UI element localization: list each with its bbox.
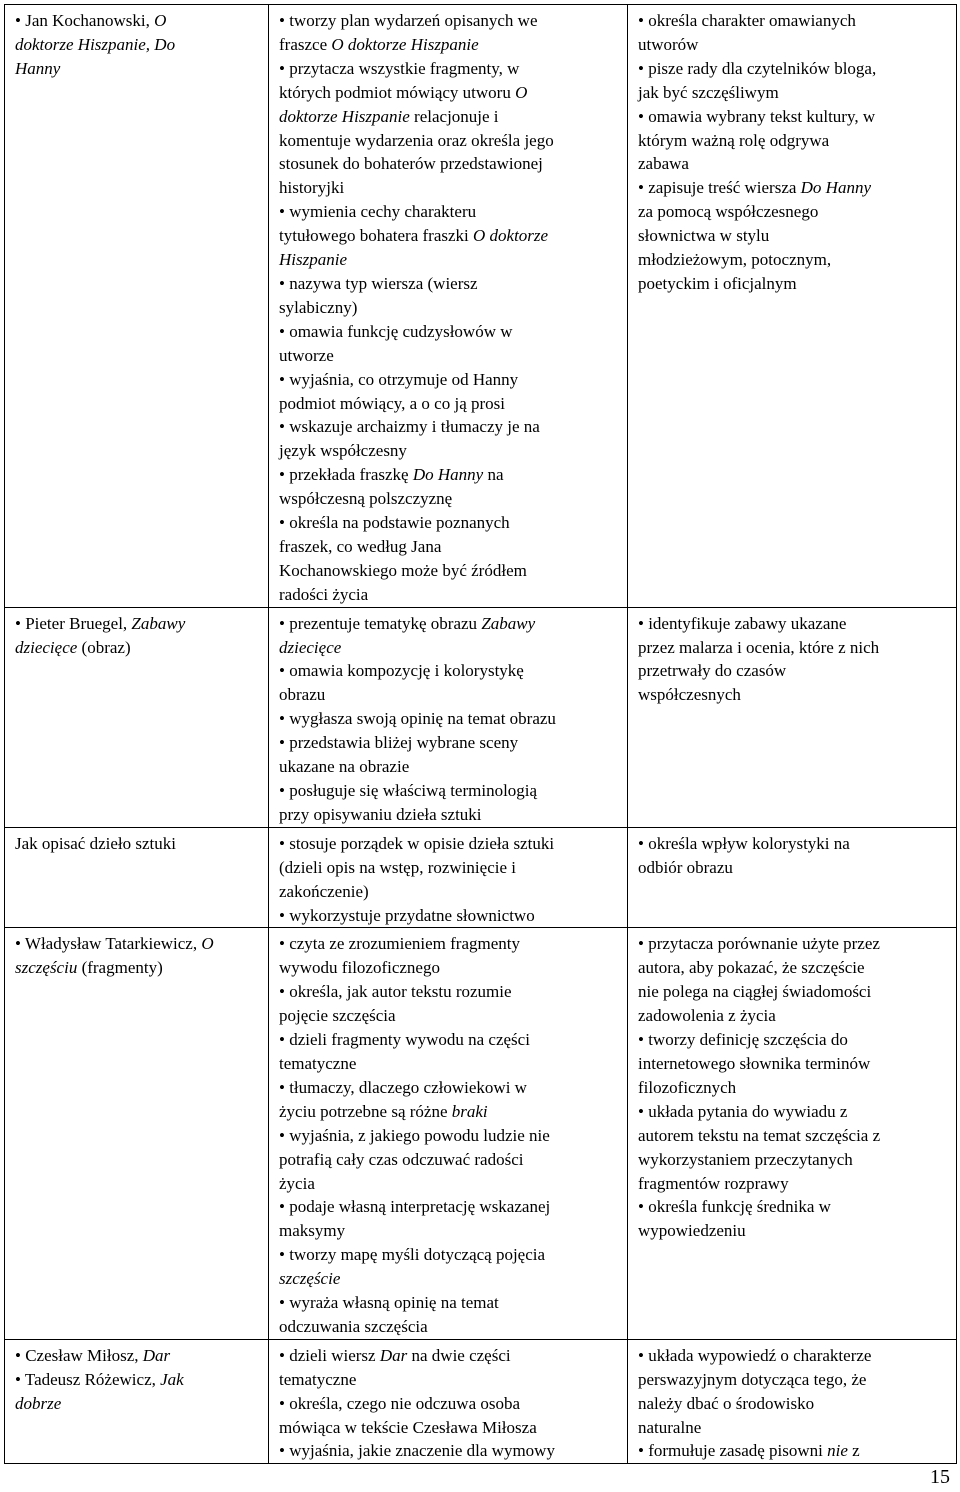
cell-line: • posługuje się właściwą terminologią	[279, 781, 538, 800]
text-cell	[5, 928, 269, 1339]
cell-line: • wygłasza swoją opinię na temat obrazu	[279, 709, 556, 729]
cell-line: szczęściu (fragmenty)	[15, 958, 163, 978]
cell-line: • wyjaśnia, z jakiego powodu ludzie nie	[279, 1125, 550, 1145]
cell-line: • określa na podstawie poznanych	[279, 513, 510, 533]
requirements-basic-cell	[269, 1339, 628, 1464]
cell-line: • Jan Kochanowski, O	[15, 11, 167, 30]
text-cell	[5, 607, 269, 827]
cell-line: utworów	[638, 34, 699, 54]
cell-line: • Czesław Miłosz, Dar	[15, 1345, 171, 1365]
cell-line: • przekłada fraszkę Do Hanny na	[279, 465, 504, 485]
cell-line: ukazane na obrazie	[279, 757, 410, 777]
cell-line: komentuje wydarzenia oraz określa jego	[279, 130, 554, 150]
page-number: 15	[930, 1466, 950, 1488]
cell-line: • układa wypowiedź o charakterze	[638, 1345, 872, 1365]
cell-line: • wyjaśnia, co otrzymuje od Hanny	[279, 369, 519, 389]
cell-line: odbiór obrazu	[638, 857, 733, 877]
text-cell	[5, 1339, 269, 1464]
cell-line: historyjki	[279, 178, 345, 198]
cell-line: należy dbać o środowisko	[638, 1393, 815, 1413]
cell-line: fragmentów rozprawy	[638, 1173, 789, 1193]
cell-line: • omawia wybrany tekst kultury, w	[638, 106, 876, 126]
text-cell	[5, 5, 269, 608]
cell-line: przetrwały do czasów	[638, 661, 787, 681]
cell-line: zadowolenia z życia	[638, 1006, 776, 1026]
cell-line: • tworzy plan wydarzeń opisanych we	[279, 11, 538, 30]
cell-line: potrafią cały czas odczuwać radości	[279, 1149, 524, 1169]
requirements-extended-cell	[628, 928, 957, 1339]
cell-line: przy opisywaniu dzieła sztuki	[279, 804, 482, 824]
cell-line: • dzieli fragmenty wywodu na części	[279, 1030, 530, 1050]
cell-line: • podaje własną interpretację wskazanej	[279, 1197, 551, 1217]
cell-line: • pisze rady dla czytelników bloga,	[638, 58, 877, 78]
cell-line: autora, aby pokazać, że szczęście	[638, 958, 865, 978]
requirements-basic-cell	[269, 827, 628, 928]
cell-line: • tworzy definicję szczęścia do	[638, 1030, 848, 1050]
cell-line: • określa wpływ kolorystyki na	[638, 833, 850, 853]
cell-line: • określa funkcję średnika w	[638, 1197, 831, 1217]
cell-line: Hiszpanie	[279, 250, 347, 270]
cell-line: • prezentuje tematykę obrazu Zabawy	[279, 613, 536, 633]
cell-line: poetyckim i oficjalnym	[638, 273, 797, 293]
cell-line: maksymy	[279, 1221, 346, 1241]
cell-line: wykorzystaniem przeczytanych	[638, 1149, 853, 1169]
cell-line: • czyta ze zrozumieniem fragmenty	[279, 934, 520, 954]
cell-line: zabawa	[638, 154, 689, 174]
cell-line: • Pieter Bruegel, Zabawy	[15, 613, 186, 633]
cell-line: utworze	[279, 345, 334, 365]
cell-line: podmiot mówiący, a o co ją prosi	[279, 393, 505, 413]
cell-line: • określa, jak autor tekstu rozumie	[279, 982, 512, 1002]
cell-line: obrazu	[279, 685, 326, 705]
requirements-basic-cell	[269, 607, 628, 827]
cell-line: młodzieżowym, potocznym,	[638, 250, 832, 270]
cell-line: Jak opisać dzieło sztuki	[15, 833, 176, 853]
cell-line: fraszce O doktorze Hiszpanie	[279, 34, 479, 54]
cell-line: • określa charakter omawianych	[638, 11, 856, 30]
cell-line: sylabiczny)	[279, 297, 358, 317]
cell-line: • wyraża własną opinię na temat	[279, 1293, 499, 1313]
cell-line: Hanny	[15, 58, 61, 78]
cell-line: tematyczne	[279, 1053, 357, 1073]
cell-line: współczesną polszczyznę	[279, 489, 453, 509]
cell-line: naturalne	[638, 1417, 702, 1437]
cell-line: dobrze	[15, 1393, 62, 1413]
requirements-extended-cell	[628, 607, 957, 827]
cell-line: • formułuje zasadę pisowni nie z	[638, 1441, 860, 1461]
requirements-extended-cell	[628, 5, 957, 608]
cell-line: słownictwa w stylu	[638, 226, 770, 246]
table-row	[5, 1339, 957, 1464]
cell-line: język współczesny	[279, 441, 407, 461]
requirements-extended-cell	[628, 1339, 957, 1464]
cell-line: przez malarza i ocenia, które z nich	[638, 637, 880, 657]
cell-line: • identyfikuje zabawy ukazane	[638, 613, 847, 633]
cell-line: pojęcie szczęścia	[279, 1006, 396, 1026]
cell-line: • tłumaczy, dlaczego człowiekowi w	[279, 1077, 527, 1097]
cell-line: • omawia kompozycję i kolorystykę	[279, 661, 524, 681]
cell-line: • przedstawia bliżej wybrane sceny	[279, 733, 519, 753]
cell-line: których podmiot mówiący utworu O	[279, 82, 528, 102]
cell-line: doktorze Hiszpanie, Do	[15, 34, 176, 54]
cell-line: • wskazuje archaizmy i tłumaczy je na	[279, 417, 540, 437]
cell-line: życiu potrzebne są różne braki	[279, 1101, 488, 1121]
cell-line: • zapisuje treść wiersza Do Hanny	[638, 178, 872, 198]
cell-line: • stosuje porządek w opisie dzieła sztuki	[279, 833, 555, 853]
cell-line: doktorze Hiszpanie relacjonuje i	[279, 106, 499, 126]
table-row	[5, 928, 957, 1339]
cell-line: radości życia	[279, 584, 369, 604]
cell-line: którym ważną rolę odgrywa	[638, 130, 830, 150]
cell-line: • wyjaśnia, jakie znaczenie dla wymowy	[279, 1441, 555, 1461]
cell-line: tytułowego bohatera fraszki O doktorze	[279, 226, 549, 246]
cell-line: życia	[279, 1173, 315, 1193]
cell-line: • układa pytania do wywiadu z	[638, 1101, 848, 1121]
cell-line: Kochanowskiego może być źródłem	[279, 560, 527, 580]
cell-line: perswazyjnym dotycząca tego, że	[638, 1369, 867, 1389]
cell-line: szczęście	[279, 1269, 341, 1289]
cell-line: wypowiedzeniu	[638, 1221, 746, 1241]
requirements-basic-cell	[269, 928, 628, 1339]
cell-line: (dzieli opis na wstęp, rozwinięcie i	[279, 857, 516, 877]
cell-line: tematyczne	[279, 1369, 357, 1389]
cell-line: za pomocą współczesnego	[638, 202, 819, 222]
table-row	[5, 5, 957, 608]
cell-line: wywodu filozoficznego	[279, 958, 440, 978]
cell-line: • omawia funkcję cudzysłowów w	[279, 321, 513, 341]
cell-line: dziecięce	[279, 637, 342, 657]
cell-line: filozoficznych	[638, 1077, 737, 1097]
cell-line: • Tadeusz Różewicz, Jak	[15, 1369, 184, 1389]
cell-line: • przytacza porównanie użyte przez	[638, 934, 880, 954]
cell-line: • nazywa typ wiersza (wiersz	[279, 273, 478, 293]
requirements-basic-cell	[269, 5, 628, 608]
cell-line: • Władysław Tatarkiewicz, O	[15, 934, 214, 954]
curriculum-table	[4, 4, 957, 1464]
cell-line: mówiąca w tekście Czesława Miłosza	[279, 1417, 537, 1437]
cell-line: • przytacza wszystkie fragmenty, w	[279, 58, 520, 78]
cell-line: jak być szczęśliwym	[638, 82, 779, 102]
requirements-extended-cell	[628, 827, 957, 928]
table-row	[5, 607, 957, 827]
cell-line: nie polega na ciągłej świadomości	[638, 982, 872, 1002]
cell-line: • wykorzystuje przydatne słownictwo	[279, 905, 535, 925]
cell-line: odczuwania szczęścia	[279, 1316, 428, 1336]
cell-line: internetowego słownika terminów	[638, 1053, 871, 1073]
cell-line: współczesnych	[638, 685, 741, 705]
cell-line: fraszek, co według Jana	[279, 536, 442, 556]
cell-line: dziecięce (obraz)	[15, 637, 131, 657]
text-cell	[5, 827, 269, 928]
cell-line: • tworzy mapę myśli dotyczącą pojęcia	[279, 1245, 546, 1265]
cell-line: • dzieli wiersz Dar na dwie części	[279, 1345, 511, 1365]
table-row	[5, 827, 957, 928]
cell-line: • wymienia cechy charakteru	[279, 202, 477, 222]
cell-line: stosunek do bohaterów przedstawionej	[279, 154, 543, 174]
cell-line: • określa, czego nie odczuwa osoba	[279, 1393, 521, 1413]
cell-line: autorem tekstu na temat szczęścia z	[638, 1125, 881, 1145]
cell-line: zakończenie)	[279, 881, 369, 901]
